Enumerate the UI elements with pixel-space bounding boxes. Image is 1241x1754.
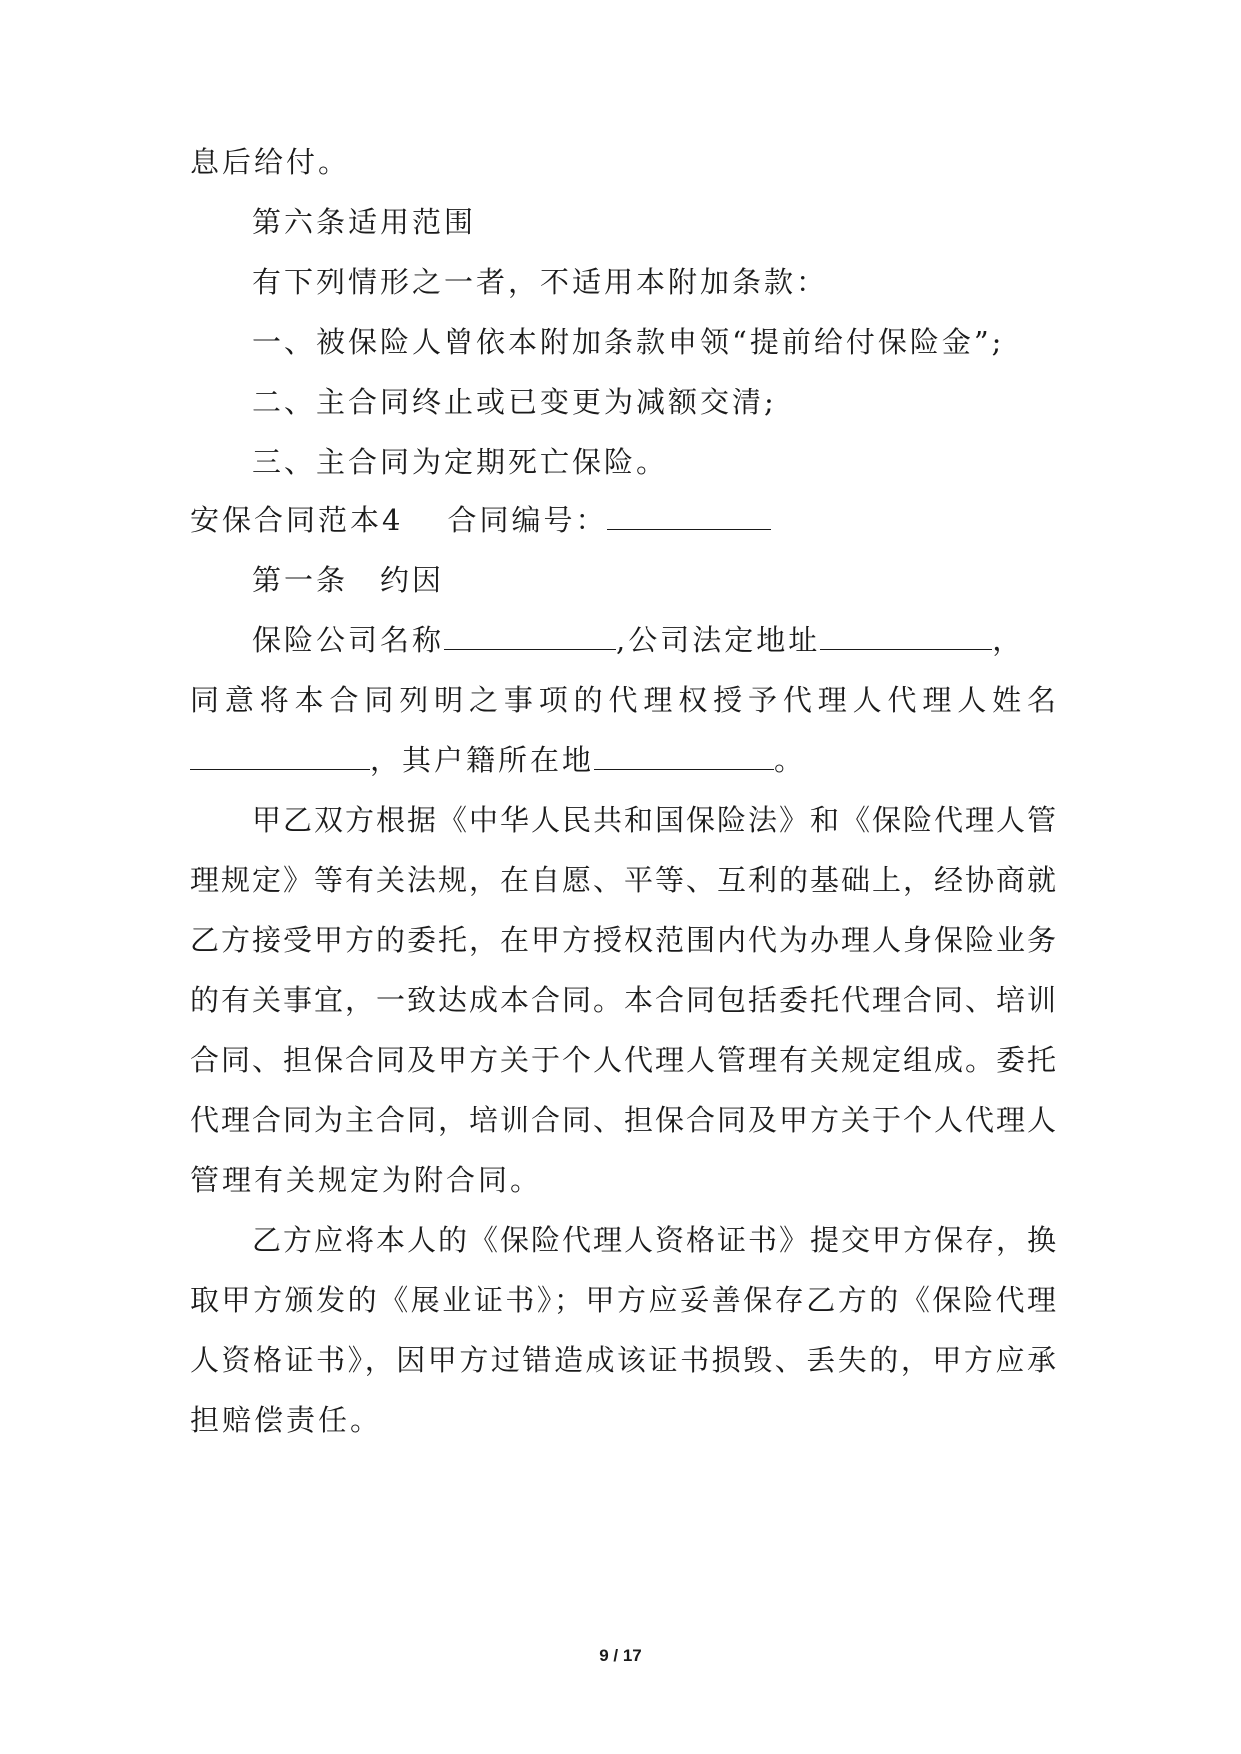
paragraph-line: 人资格证书》，因甲方过错造成该证书损毁、丢失的，甲方应承 (190, 1343, 1056, 1377)
page-number: 9 / 17 (599, 1646, 642, 1665)
company-name-label: 保险公司名称 (252, 623, 445, 657)
contract-title: 安保合同范本4 (190, 503, 404, 537)
contract-number-blank (607, 501, 771, 530)
paragraph-line: 担赔偿责任。 (190, 1403, 383, 1437)
contract-number-label: 合同编号： (447, 503, 608, 537)
domicile-blank (594, 741, 774, 770)
paragraph-line: 理规定》等有关法规，在自愿、平等、互利的基础上，经协商就 (190, 863, 1056, 897)
punctuation: ， (992, 623, 1025, 657)
company-name-blank (444, 621, 616, 650)
text-line: 息后给付。 (190, 145, 351, 179)
paragraph-line: 管理有关规定为附合同。 (190, 1163, 543, 1197)
article-heading: 第一条 约因 (252, 563, 445, 597)
agent-name-blank (190, 741, 370, 770)
paragraph-line: 乙方接受甲方的委托，在甲方授权范围内代为办理人身保险业务 (190, 923, 1056, 957)
list-item: 二、主合同终止或已变更为减额交清; (252, 385, 777, 419)
paragraph-line: 取甲方颁发的《展业证书》；甲方应妥善保存乙方的《保险代理 (190, 1283, 1056, 1317)
text-line: 同意将本合同列明之事项的代理权授予代理人代理人姓名 (190, 683, 1056, 717)
punctuation: 。 (774, 743, 807, 777)
paragraph-line: 代理合同为主合同，培训合同、担保合同及甲方关于个人代理人 (190, 1103, 1056, 1137)
paragraph-line: 合同、担保合同及甲方关于个人代理人管理有关规定组成。委托 (190, 1043, 1056, 1077)
paragraph-line: 乙方应将本人的《保险代理人资格证书》提交甲方保存，换 (252, 1223, 1056, 1257)
domicile-line (190, 740, 806, 780)
paragraph-line: 的有关事宜，一致达成本合同。本合同包括委托代理合同、培训 (190, 983, 1056, 1017)
contract-header (190, 500, 771, 540)
domicile-label: ，其户籍所在地 (370, 743, 595, 777)
text-line: 有下列情形之一者，不适用本附加条款： (252, 265, 829, 299)
section-heading: 第六条适用范围 (252, 205, 477, 239)
paragraph-line: 甲乙双方根据《中华人民共和国保险法》和《保险代理人管 (252, 803, 1056, 837)
company-address-blank (820, 621, 992, 650)
party-line (252, 620, 1024, 660)
list-item: 一、被保险人曾依本附加条款申领“提前给付保险金”; (252, 325, 1005, 359)
list-item: 三、主合同为定期死亡保险。 (252, 445, 669, 479)
company-address-label: ,公司法定地址 (616, 623, 821, 657)
